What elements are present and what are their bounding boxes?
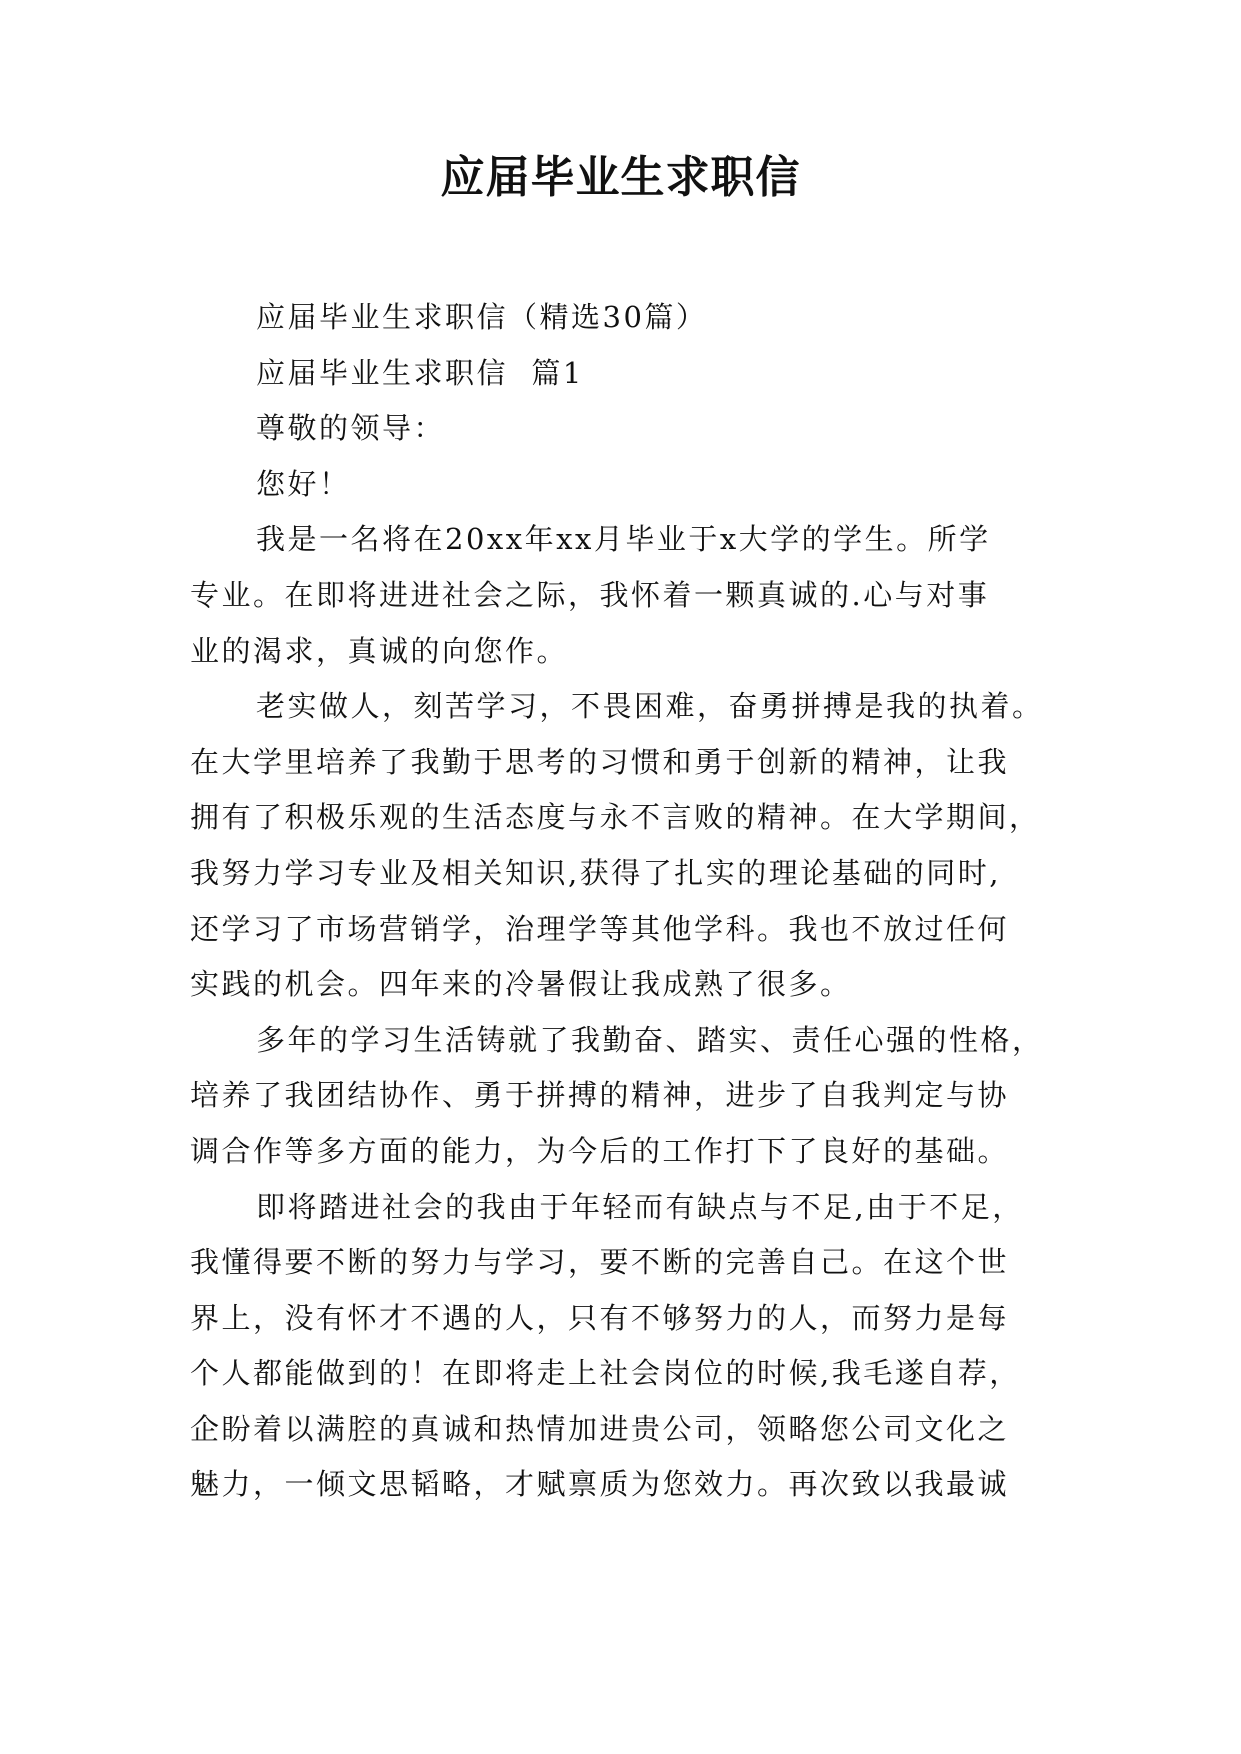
paragraph-line: 实践的机会。四年来的冷暑假让我成熟了很多。 (190, 967, 852, 1002)
paragraph-line: 魅力，一倾文思韬略，才赋禀质为您效力。再次致以我最诚 (190, 1467, 1010, 1502)
paragraph-line: 在大学里培养了我勤于思考的习惯和勇于创新的精神，让我 (190, 744, 1010, 779)
paragraph-line: 我努力学习专业及相关知识,获得了扎实的理论基础的同时, (190, 855, 1001, 890)
line-section-heading: 应届毕业生求职信 篇1 (256, 355, 584, 390)
paragraph-line: 老实做人，刻苦学习，不畏困难，奋勇拼搏是我的执着。 (256, 689, 1044, 724)
line-subtitle: 应届毕业生求职信（精选30篇） (256, 300, 708, 334)
paragraph-line: 调合作等多方面的能力，为今后的工作打下了良好的基础。 (190, 1133, 1010, 1168)
paragraph-line: 企盼着以满腔的真诚和热情加进贵公司，领略您公司文化之 (190, 1411, 1010, 1446)
document-title: 应届毕业生求职信 (440, 152, 801, 203)
paragraph-line: 多年的学习生活铸就了我勤奋、踏实、责任心强的性格， (256, 1022, 1044, 1057)
paragraph-line: 我懂得要不断的努力与学习，要不断的完善自己。在这个世 (190, 1245, 1010, 1280)
paragraph-line: 即将踏进社会的我由于年轻而有缺点与不足,由于不足， (256, 1189, 1024, 1224)
line-greeting: 您好！ (256, 466, 351, 501)
document-body (190, 290, 1050, 1513)
paragraph-line: 个人都能做到的！在即将走上社会岗位的时候,我毛遂自荐， (190, 1356, 1021, 1391)
paragraph-line: 拥有了积极乐观的生活态度与永不言败的精神。在大学期间， (190, 800, 1041, 835)
paragraph-line: 业的渴求，真诚的向您作。 (190, 633, 569, 668)
paragraph-line: 我是一名将在20xx年xx月毕业于x大学的学生。所学 (256, 522, 991, 557)
line-salutation: 尊敬的领导： (256, 411, 446, 446)
paragraph-line: 界上，没有怀才不遇的人，只有不够努力的人，而努力是每 (190, 1300, 1010, 1335)
paragraph-line: 专业。在即将进进社会之际，我怀着一颗真诚的.心与对事 (190, 577, 990, 612)
paragraph-line: 还学习了市场营销学，治理学等其他学科。我也不放过任何 (190, 911, 1010, 946)
paragraph-line: 培养了我团结协作、勇于拼搏的精神，进步了自我判定与协 (190, 1078, 1010, 1113)
